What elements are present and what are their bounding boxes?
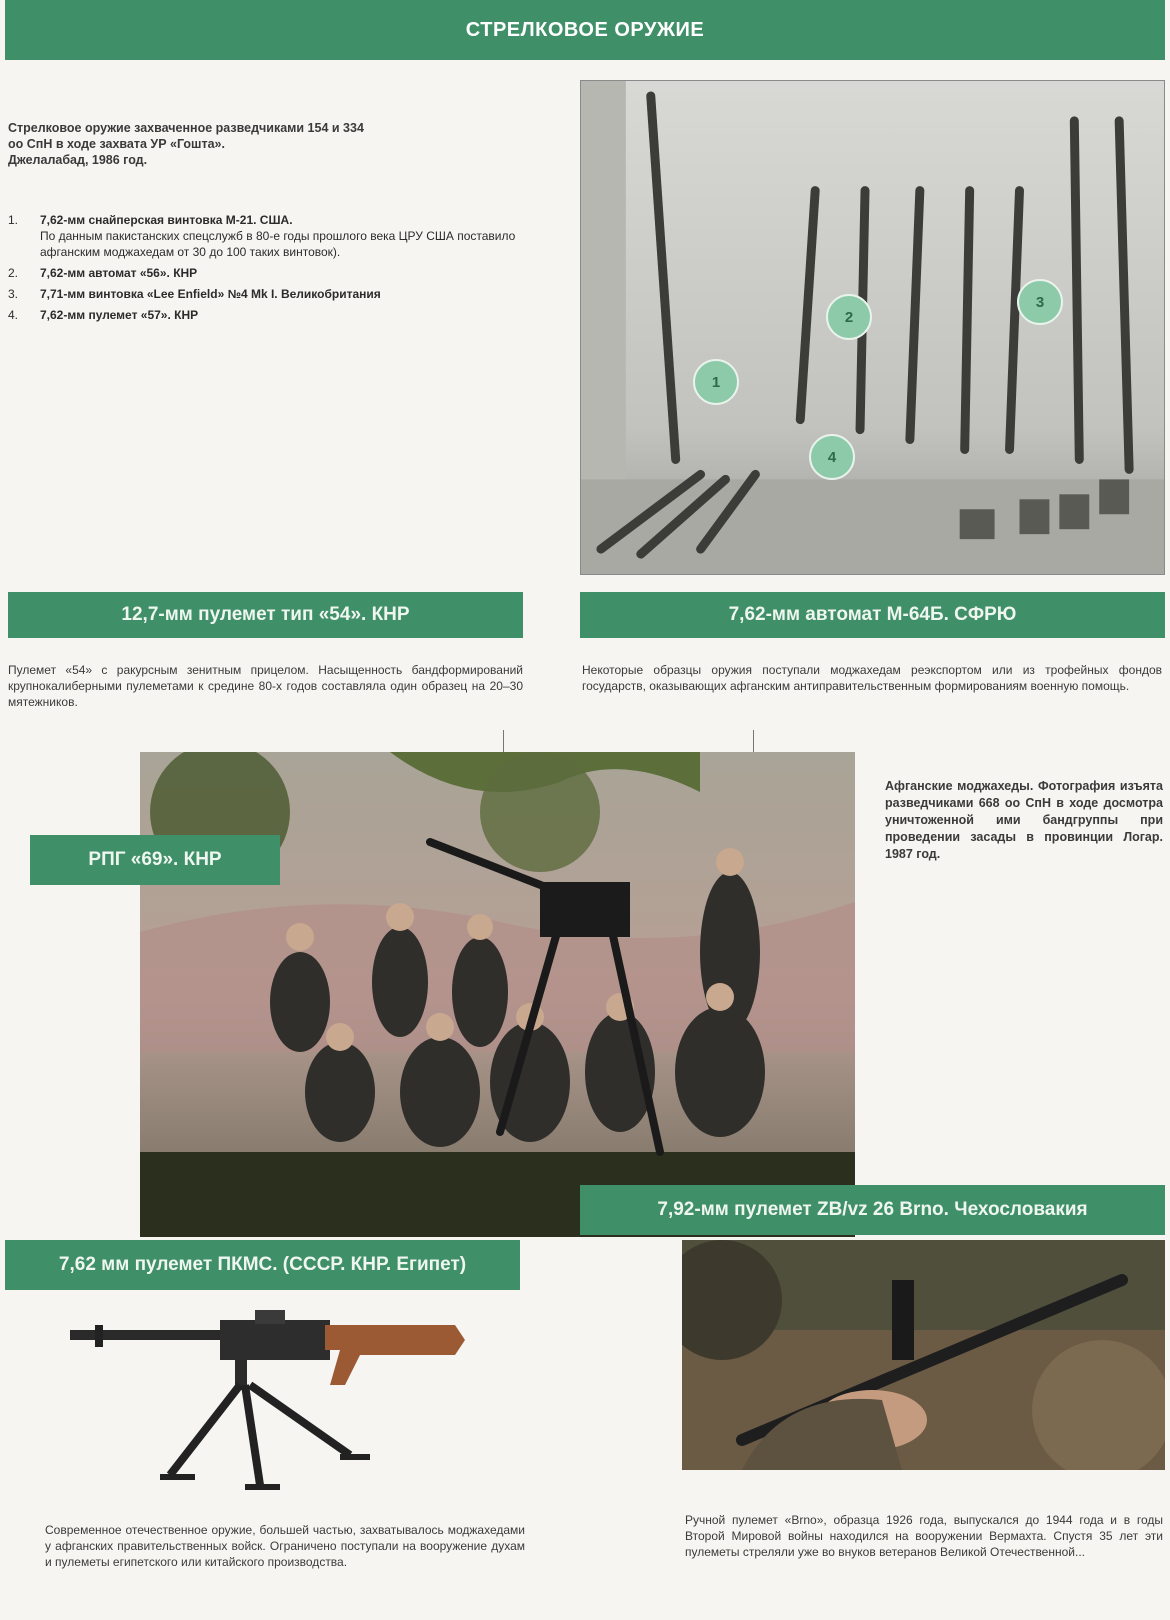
intro-line-1: Стрелковое оружие захваченное разведчиками 154 и 334 [8, 121, 364, 135]
photo-badge-2: 2 [826, 294, 872, 340]
page-header [5, 0, 1165, 60]
m64b-caption: Некоторые образцы оружия поступали моджахедам реэкспортом или из трофейных фондов государств, оказывающих афганским антиправительственным формированиям военную помощь. [582, 663, 1162, 693]
rpg-title-bar [30, 835, 280, 885]
list-item: 4. 7,62-мм пулемет «57». КНР [8, 308, 199, 322]
pkms-title-bar [5, 1240, 520, 1290]
list-item: 3. 7,71-мм винтовка «Lee Enfield» №4 Mk I. Великобритания [8, 287, 381, 301]
intro-caption [8, 120, 548, 168]
m64b-title: 7,62-мм автомат М-64Б. СФРЮ [728, 604, 1017, 625]
mg54-title-bar [8, 592, 523, 638]
mg54-title: 12,7-мм пулемет тип «54». КНР [121, 604, 410, 625]
pkms-caption: Современное отечественное оружие, большей частью, захватывалось моджахедами у афганских правительственных войск. Ограничено поступали на вооружение духам и пулеметы египетского или китайского производства. [45, 1523, 525, 1569]
m64b-title-bar [580, 592, 1165, 638]
page-title: СТРЕЛКОВОЕ ОРУЖИЕ [465, 18, 705, 41]
photo-badge-3: 3 [1017, 279, 1063, 325]
zb26-photo [682, 1240, 1165, 1470]
photo-badge-4: 4 [809, 434, 855, 480]
pkms-machine-gun-illustration [60, 1305, 480, 1500]
weapons-list [8, 212, 558, 328]
intro-line-3: Джелалабад, 1986 год. [8, 153, 148, 167]
zb26-title-bar [580, 1185, 1165, 1235]
zb26-title: 7,92-мм пулемет ZB/vz 26 Brno. Чехословакия [657, 1199, 1088, 1220]
list-item: 1. 7,62-мм снайперская винтовка М-21. США. По данным пакистанских спецслужб в 80-е годы прошлого века ЦРУ США поставило афганским моджахедам от 30 до 100 таких винтовок). [8, 213, 516, 259]
list-item: 2. 7,62-мм автомат «56». КНР [8, 266, 198, 280]
pkms-title: 7,62 мм пулемет ПКМС. (СССР. КНР. Египет) [58, 1254, 467, 1275]
mujahideen-caption: Афганские моджахеды. Фотография изъята разведчиками 668 оо СпН в ходе досмотра уничтоженной ими бандгруппы при проведении засады в провинции Логар. 1987 год. [885, 779, 1163, 861]
intro-line-2: оо СпН в ходе захвата УР «Гошта». [8, 137, 225, 151]
photo-badge-1: 1 [693, 359, 739, 405]
rpg-title: РПГ «69». КНР [88, 849, 222, 870]
captured-weapons-photo [580, 80, 1165, 575]
zb26-caption: Ручной пулемет «Brno», образца 1926 года, выпускался до 1944 года и в годы Второй Мировой войны находился на вооружении Вермахта. Спустя 35 лет эти пулеметы стреляли уже во внуков ветеранов Великой Отечественной... [685, 1513, 1163, 1559]
mg54-caption: Пулемет «54» с ракурсным зенитным прицелом. Насыщенность бандформирований крупнокалиберными пулеметами к средине 80-х годов составляла один образец на 20–30 мятежников. [8, 663, 523, 709]
mujahideen-photo [140, 752, 855, 1237]
